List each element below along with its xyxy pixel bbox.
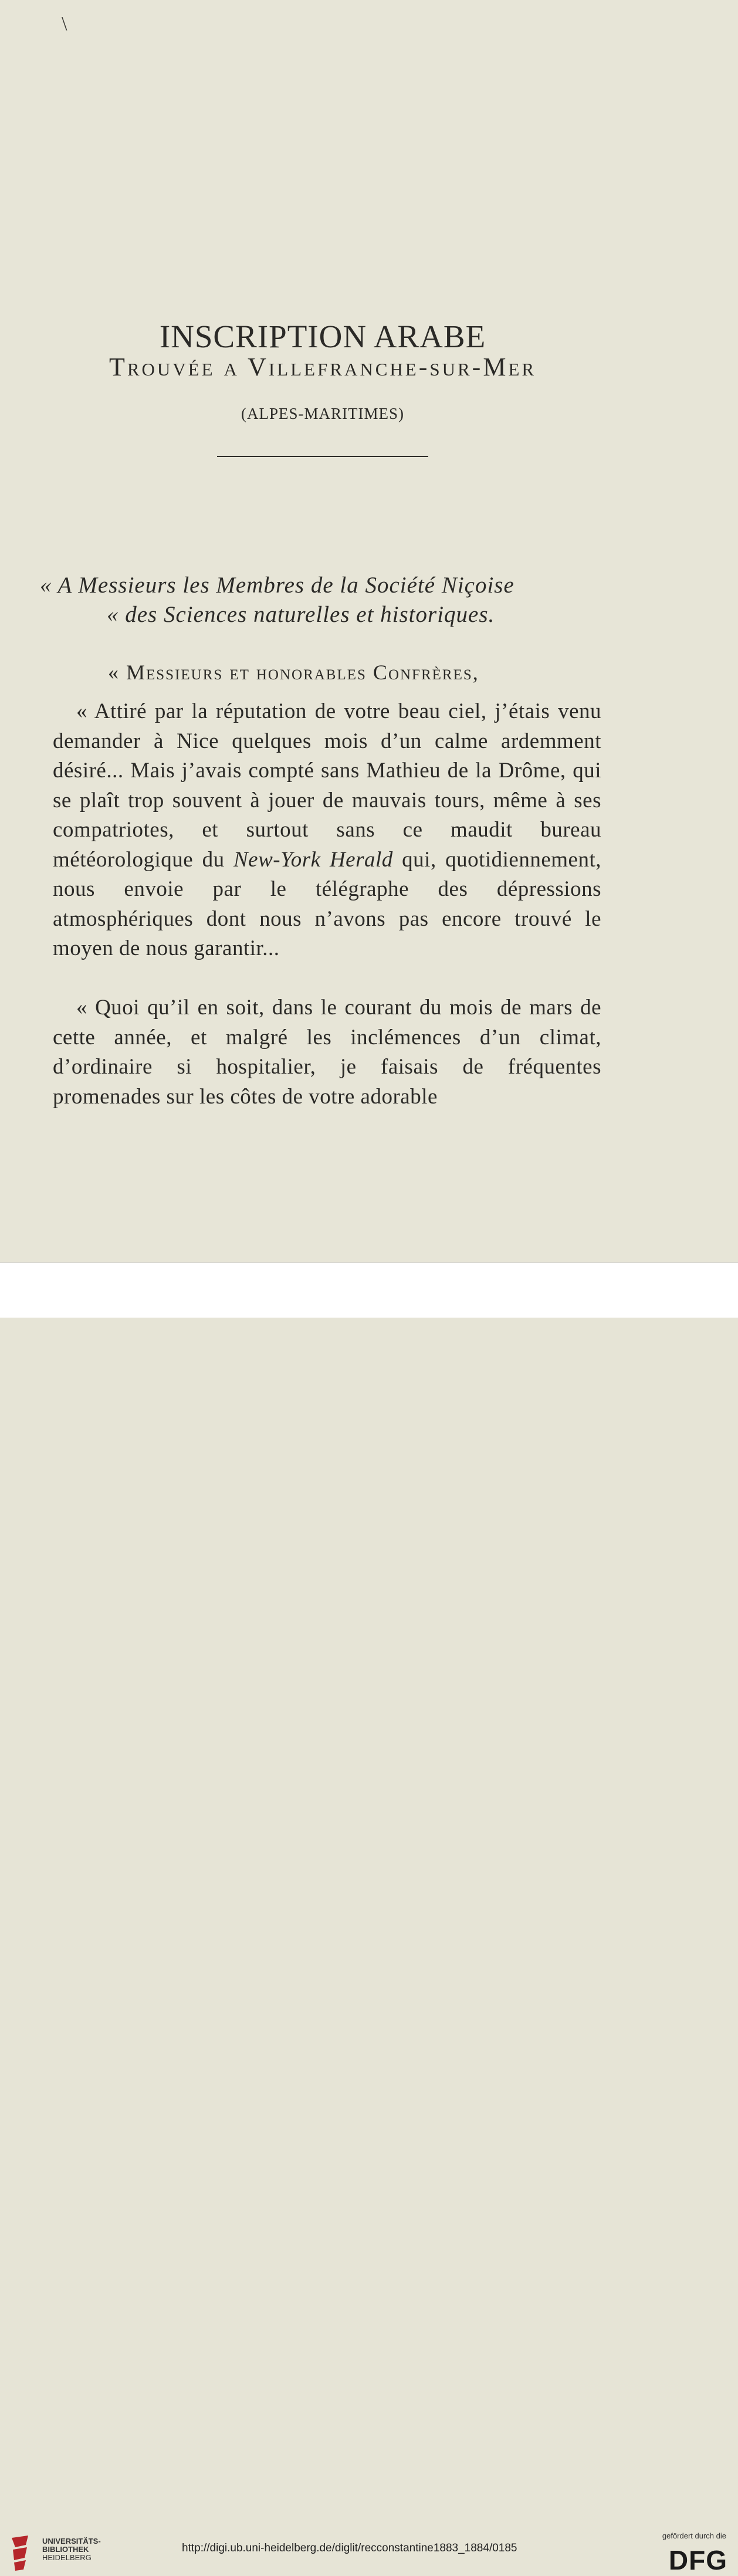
newspaper-title: New-York Herald: [233, 847, 393, 872]
page-title: INSCRIPTION ARABE: [159, 318, 486, 354]
funded-by-note: gefördert durch die: [662, 2531, 726, 2540]
paragraph-2: [53, 993, 601, 1112]
corner-mark: \: [62, 13, 67, 35]
permalink-url[interactable]: http://digi.ub.uni-heidelberg.de/diglit/recconstantine1883_1884/0185: [182, 2542, 517, 2554]
title-rule: [217, 456, 428, 457]
library-line-3: HEIDELBERG: [42, 2553, 92, 2562]
dfg-logo: DFG: [668, 2545, 727, 2575]
library-name: [42, 2537, 101, 2562]
footer-bar: [0, 1262, 738, 2575]
region-label: (ALPES-MARITIMES): [241, 405, 404, 422]
paragraph-1: [53, 697, 601, 964]
page-subtitle: Trouvée a Villefranche-sur-Mer: [109, 353, 537, 381]
scanned-page: [0, 0, 738, 1262]
address-line-2: « des Sciences naturelles et historiques.: [107, 602, 495, 627]
address-line-1: « A Messieurs les Membres de la Société Niçoise: [40, 573, 514, 598]
library-line-2: BIBLIOTHEK: [42, 2545, 89, 2554]
salutation: « Messieurs et honorables Confrères,: [108, 661, 479, 684]
paragraph-2-text: « Quoi qu’il en soit, dans le courant du mois de mars de cette année, et malgré les inclémences d’un climat, d’ordinaire si hospitalier, je faisais de fréquentes promenades sur les côtes de votre adorable: [53, 996, 601, 1109]
university-library-logo-icon: [8, 2533, 33, 2572]
library-line-1: UNIVERSITÄTS-: [42, 2537, 101, 2545]
paragraph-1-text-end: qui, quotidiennement, nous envoie par le télégraphe des dépressions atmosphériques dont nous n’avons pas encore trouvé le moyen de nous garantir...: [53, 847, 601, 960]
paragraph-1-text: « Attiré par la réputation de votre beau ciel, j’étais venu demander à Nice quelques mois d’un calme ardemment désiré... Mais j’avais compté sans Mathieu de la Drôme, qui se plaît trop souvent à jouer de mauvais tours, même à ses compatriotes, et surtout sans ce maudit bureau météorologique du: [53, 699, 601, 872]
